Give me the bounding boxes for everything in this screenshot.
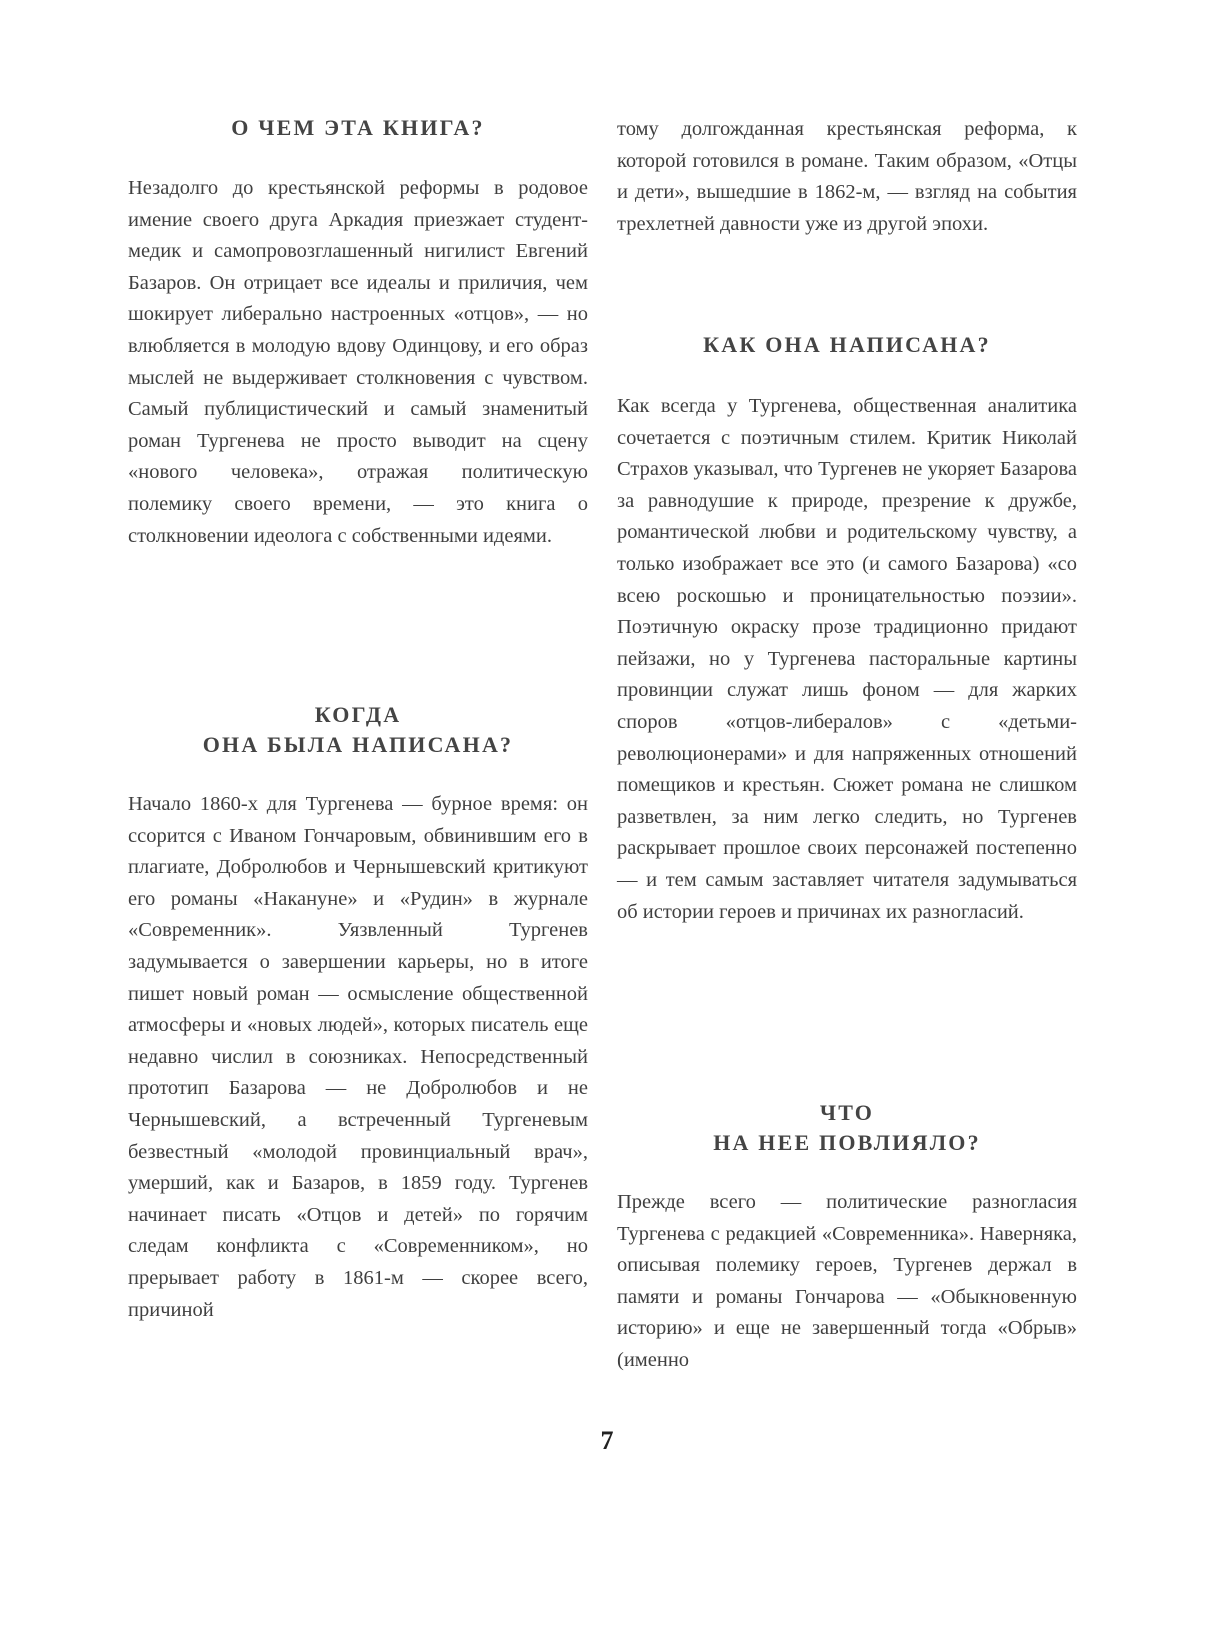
page-number: 7 xyxy=(600,1426,614,1455)
section-heading-what-is-book-about: О ЧЕМ ЭТА КНИГА? xyxy=(231,115,485,140)
continuation-paragraph: тому долгожданная крестьянская реформа, к которой готовился в романе. Таким образом, «Отцы и дети», вышедшие в 1862-м, — взгляд на события трехлетней давности уже из другой эпохи. xyxy=(617,118,1077,235)
section-heading-when-written: КОГДА ОНА БЫЛА НАПИСАНА? xyxy=(202,702,514,757)
section-paragraph-when-written: Начало 1860-х для Тургенева — бурное время: он ссорится с Иваном Гончаровым, обвинившим его в плагиате, Добролюбов и Чернышевский критикуют его романы «Накануне» и «Рудин» в журнале «Современник». Уязвленный Тургенев задумывается о завершении карьеры, но в итоге пишет новый роман — осмысление общественной атмосферы и «новых людей», которых писатель еще недавно числил в союзниках. Непосредственный прототип Базарова — не Добролюбов и не Чернышевский, а встреченный Тургеневым безвестный «молодой провинциальный врач», умерший, как и Базаров, в 1859 году. Тургенев начинает писать «Отцов и детей» по горячим следам конфликта с «Современником», но прерывает работу в 1861-м — скорее всего, причиной xyxy=(128,793,588,1321)
section-paragraph-how-written: Как всегда у Тургенева, общественная аналитика сочетается с поэтичным стилем. Критик Николай Страхов указывал, что Тургенев не укоряет Базарова за равнодушие к природе, презрение к дружбе, романтической любви и родительскому чувству, а только изображает все это (и самого Базарова) «со всею роскошью и проницательностью поэзии». Поэтичную окраску прозе традиционно придают пейзажи, но у Тургенева пасторальные картины провинции служат лишь фоном — для жарких споров «отцов-либералов» с «детьми-революционерами» и для напряженных отношений помещиков и крестьян. Сюжет романа не слишком разветвлен, за ним легко следить, но Тургенев раскрывает прошлое своих персонажей постепенно — и тем самым заставляет читателя задумываться об истории героев и причинах их разногласий. xyxy=(617,395,1077,923)
section-heading-influences: ЧТО НА НЕЕ ПОВЛИЯЛО? xyxy=(713,1100,981,1155)
section-heading-how-written: КАК ОНА НАПИСАНА? xyxy=(703,332,991,357)
section-paragraph-what-is-book-about: Незадолго до крестьянской реформы в родовое имение своего друга Аркадия приезжает студент-медик и самопровозглашенный нигилист Евгений Базаров. Он отрицает все идеалы и приличия, чем шокирует либерально настроенных «отцов», — но влюбляется в молодую вдову Одинцову, и его образ мыслей не выдерживает столкновения с чувством. Самый публицистический и самый знаменитый роман Тургенева не просто выводит на сцену «нового человека», отражая политическую полемику своего времени, — это книга о столкновении идеолога с собственными идеями. xyxy=(128,177,588,547)
section-paragraph-influences: Прежде всего — политические разногласия Тургенева с редакцией «Современника». Наверняка, описывая полемику героев, Тургенев держал в памяти и романы Гончарова — «Обыкновенную историю» и еще не завершенный тогда «Обрыв» (именно xyxy=(617,1191,1077,1371)
